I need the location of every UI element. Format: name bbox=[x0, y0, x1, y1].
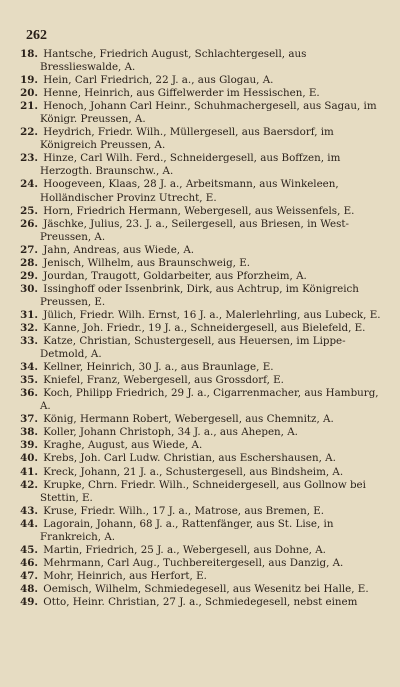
entry-number: 22. bbox=[20, 126, 38, 139]
list-item bbox=[20, 426, 384, 439]
entry-number: 26. bbox=[20, 217, 38, 230]
list-item bbox=[20, 335, 384, 361]
entry-number: 44. bbox=[20, 517, 38, 530]
list-item bbox=[20, 413, 384, 426]
entry-number: 35. bbox=[20, 374, 38, 387]
entry-text: Kellner, Heinrich, 30 J. a., aus Braunlage, E. bbox=[43, 361, 274, 374]
entry-text: Jourdan, Traugott, Goldarbeiter, aus Pforzheim, A. bbox=[43, 269, 307, 282]
entry-text: Lagorain, Johann, 68 J. a., Rattenfänger, aus St. Lise, in Frankreich, A. bbox=[40, 517, 334, 543]
list-item bbox=[20, 479, 384, 505]
list-item bbox=[20, 596, 384, 609]
entry-text: Jäschke, Julius, 23. J. a., Seilergesell, aus Briesen, in West-Preussen, A. bbox=[40, 217, 350, 243]
list-item bbox=[20, 387, 384, 413]
entry-number: 27. bbox=[20, 243, 38, 256]
entry-number: 31. bbox=[20, 308, 38, 321]
entry-number: 29. bbox=[20, 269, 38, 282]
list-item bbox=[20, 452, 384, 465]
entry-text: Kanne, Joh. Friedr., 19 J. a., Schneidergesell, aus Bielefeld, E. bbox=[43, 321, 366, 334]
entry-text: Krebs, Joh. Carl Ludw. Christian, aus Eschershausen, A. bbox=[43, 452, 336, 465]
list-item bbox=[20, 518, 384, 544]
list-item bbox=[20, 322, 384, 335]
entry-text: Hantsche, Friedrich August, Schlachtergesell, aus Bresslieswalde, A. bbox=[40, 48, 307, 74]
entry-number: 21. bbox=[20, 100, 38, 113]
entry-number: 20. bbox=[20, 87, 38, 100]
entry-number: 34. bbox=[20, 361, 38, 374]
entry-text: Hinze, Carl Wilh. Ferd., Schneidergesell, aus Boffzen, im Herzogth. Braunschw., A. bbox=[40, 152, 341, 178]
entry-text: Henoch, Johann Carl Heinr., Schuhmachergesell, aus Sagau, im Königr. Preussen, A. bbox=[40, 100, 377, 126]
list-item bbox=[20, 178, 384, 204]
entry-text: Otto, Heinr. Christian, 27 J. a., Schmiedegesell, nebst einem bbox=[43, 595, 358, 608]
entry-number: 49. bbox=[20, 595, 38, 608]
entry-text: Jülich, Friedr. Wilh. Ernst, 16 J. a., Malerlehrling, aus Lubeck, E. bbox=[43, 308, 381, 321]
list-item bbox=[20, 439, 384, 452]
list-item bbox=[20, 544, 384, 557]
entry-list bbox=[20, 48, 384, 609]
list-item bbox=[20, 48, 384, 74]
list-item bbox=[20, 374, 384, 387]
entry-number: 45. bbox=[20, 543, 38, 556]
list-item bbox=[20, 205, 384, 218]
entry-text: Mohr, Heinrich, aus Herfort, E. bbox=[43, 569, 207, 582]
entry-number: 42. bbox=[20, 478, 38, 491]
list-item bbox=[20, 309, 384, 322]
entry-text: Issinghoff oder Issenbrink, Dirk, aus Achtrup, im Königreich Preussen, E. bbox=[40, 282, 359, 308]
entry-text: Heydrich, Friedr. Wilh., Müllergesell, aus Baersdorf, im Königreich Preussen, A. bbox=[40, 126, 334, 152]
list-item bbox=[20, 283, 384, 309]
entry-number: 46. bbox=[20, 556, 38, 569]
entry-text: Kruse, Friedr. Wilh., 17 J. a., Matrose, aus Bremen, E. bbox=[43, 504, 325, 517]
entry-number: 24. bbox=[20, 178, 38, 191]
list-item bbox=[20, 466, 384, 479]
entry-number: 33. bbox=[20, 335, 38, 348]
entry-number: 18. bbox=[20, 48, 38, 60]
entry-text: Koch, Philipp Friedrich, 29 J. a., Cigarrenmacher, aus Hamburg, A. bbox=[40, 387, 379, 413]
entry-text: Jenisch, Wilhelm, aus Braunschweig, E. bbox=[43, 256, 251, 269]
list-item bbox=[20, 100, 384, 126]
entry-text: Krupke, Chrn. Friedr. Wilh., Schneidergesell, aus Gollnow bei Stettin, E. bbox=[40, 478, 366, 504]
entry-number: 40. bbox=[20, 452, 38, 465]
entry-text: Koller, Johann Christoph, 34 J. a., aus Ahepen, A. bbox=[43, 426, 298, 439]
list-item bbox=[20, 87, 384, 100]
entry-text: Oemisch, Wilhelm, Schmiedegesell, aus Wesenitz bei Halle, E. bbox=[43, 582, 369, 595]
entry-number: 30. bbox=[20, 282, 38, 295]
list-item bbox=[20, 270, 384, 283]
entry-text: Mehrmann, Carl Aug., Tuchbereitergesell, aus Danzig, A. bbox=[43, 556, 344, 569]
entry-number: 41. bbox=[20, 465, 38, 478]
entry-text: Horn, Friedrich Hermann, Webergesell, aus Weissenfels, E. bbox=[43, 204, 355, 217]
entry-number: 43. bbox=[20, 504, 38, 517]
page-number: 262 bbox=[26, 28, 47, 43]
list-item bbox=[20, 126, 384, 152]
list-item bbox=[20, 505, 384, 518]
list-item bbox=[20, 557, 384, 570]
list-item bbox=[20, 74, 384, 87]
entry-text: Kreck, Johann, 21 J. a., Schustergesell, aus Bindsheim, A. bbox=[43, 465, 344, 478]
entry-text: Jahn, Andreas, aus Wiede, A. bbox=[43, 243, 195, 256]
entry-text: Hein, Carl Friedrich, 22 J. a., aus Glogau, A. bbox=[43, 74, 274, 87]
entry-number: 19. bbox=[20, 74, 38, 87]
entry-number: 23. bbox=[20, 152, 38, 165]
entry-text: Kraghe, August, aus Wiede, A. bbox=[43, 439, 203, 452]
entry-number: 47. bbox=[20, 569, 38, 582]
entry-number: 39. bbox=[20, 439, 38, 452]
entry-number: 32. bbox=[20, 321, 38, 334]
entry-number: 37. bbox=[20, 413, 38, 426]
entry-text: Henne, Heinrich, aus Giffelwerder im Hessischen, E. bbox=[43, 87, 320, 100]
list-item bbox=[20, 257, 384, 270]
entry-text: Katze, Christian, Schustergesell, aus Heuersen, im Lippe-Detmold, A. bbox=[40, 335, 346, 361]
entry-number: 36. bbox=[20, 387, 38, 400]
list-item bbox=[20, 583, 384, 596]
entry-text: Hoogeveen, Klaas, 28 J. a., Arbeitsmann, aus Winkeleen, Holländischer Provinz Utrecht, E. bbox=[40, 178, 339, 204]
entry-number: 38. bbox=[20, 426, 38, 439]
entry-text: Kniefel, Franz, Webergesell, aus Grossdorf, E. bbox=[43, 374, 284, 387]
list-item bbox=[20, 244, 384, 257]
entry-number: 48. bbox=[20, 582, 38, 595]
entry-text: König, Hermann Robert, Webergesell, aus Chemnitz, A. bbox=[43, 413, 334, 426]
list-item bbox=[20, 361, 384, 374]
list-item bbox=[20, 218, 384, 244]
list-item bbox=[20, 152, 384, 178]
entry-number: 25. bbox=[20, 204, 38, 217]
entry-text: Martin, Friedrich, 25 J. a., Webergesell, aus Dohne, A. bbox=[43, 543, 326, 556]
list-item bbox=[20, 570, 384, 583]
entry-number: 28. bbox=[20, 256, 38, 269]
